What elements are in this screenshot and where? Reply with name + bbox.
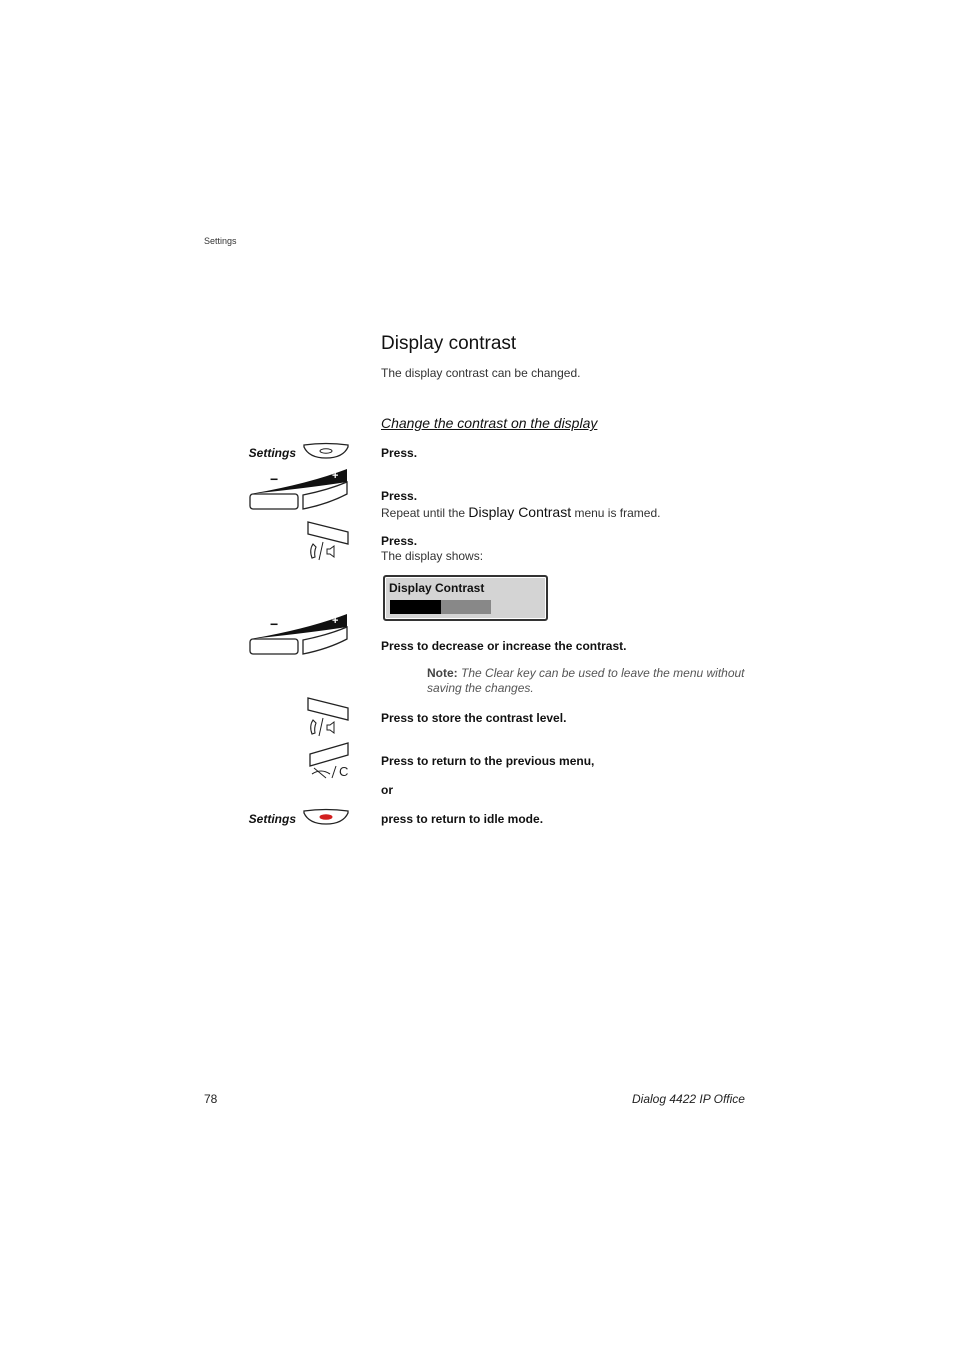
product-name: Dialog 4422 IP Office [632,1092,745,1106]
step5-action: Press to store the contrast level. [381,711,567,725]
plus-glyph: + [332,470,339,482]
handset-speaker-key-icon[interactable] [306,696,350,738]
page-number: 78 [204,1092,218,1106]
procedure-heading: Change the contrast on the display [381,415,598,431]
note-label: Note: [427,666,458,680]
step3-detail: The display shows: [381,549,484,563]
step6-action: Press to return to the previous menu, [381,754,595,768]
note [427,666,757,696]
step4-action: Press to decrease or increase the contrast. [381,639,627,653]
step2-detail-before: Repeat until the [381,506,469,520]
step2-action: Press. [381,489,418,503]
step1-action: Press. [381,446,418,460]
page-title: Display contrast [381,333,517,354]
step3-action: Press. [381,534,418,548]
plus-glyph: + [332,615,339,627]
contrast-level-bar [390,600,491,614]
settings-key-red-icon[interactable] [303,809,349,827]
settings-key-label: Settings [248,446,296,460]
minus-plus-keys-icon[interactable] [248,468,350,512]
minus-plus-keys-icon[interactable] [248,613,350,657]
contrast-level-fill [390,600,441,614]
minus-glyph: − [270,471,279,487]
note-text: The Clear key can be used to leave the menu without saving the changes. [427,666,745,695]
clear-glyph: C [339,764,349,779]
clear-key-icon[interactable] [308,742,352,780]
minus-glyph: − [270,616,279,632]
display-screen-title: Display Contrast [389,581,485,595]
settings-key-icon[interactable] [303,443,349,461]
step2-detail [381,504,660,520]
running-head: Settings [204,236,237,246]
step2-detail-after: menu is framed. [571,506,661,520]
step7-action: press to return to idle mode. [381,812,544,826]
display-screen [383,575,548,621]
display-contrast-menu-name: Display Contrast [468,504,572,520]
handset-speaker-key-icon[interactable] [306,520,350,562]
intro-text: The display contrast can be changed. [381,366,581,380]
settings-key-label: Settings [248,812,296,826]
or-text: or [381,783,393,797]
